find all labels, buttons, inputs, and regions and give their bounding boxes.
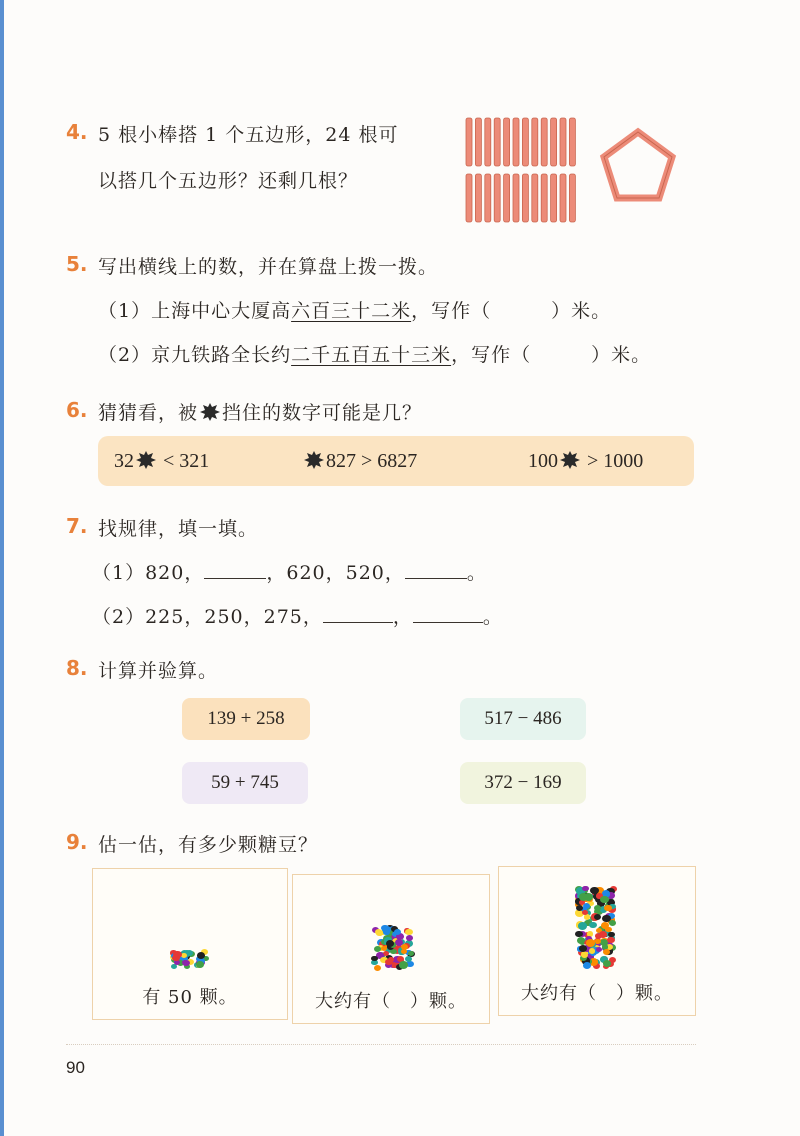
q8-expr-4: 372 − 169: [460, 762, 586, 804]
candy-bean: [399, 961, 408, 969]
q6-expr-1-after: < 321: [158, 450, 210, 472]
stick: [494, 174, 500, 222]
stick: [513, 118, 519, 166]
candy-bean: [577, 937, 586, 944]
candy-bean: [406, 935, 413, 941]
candy-bean: [376, 931, 382, 936]
candy-bean: [578, 922, 587, 930]
candy-bean: [594, 914, 601, 920]
q8-expr-2: 517 − 486: [460, 698, 586, 740]
jar-panel-2: [292, 874, 490, 1024]
stick: [560, 118, 566, 166]
stick: [541, 118, 547, 166]
q8-expr-1: 139 + 258: [182, 698, 310, 740]
stick: [560, 174, 566, 222]
candy-bean: [589, 948, 595, 953]
footer-divider: [66, 1044, 696, 1045]
candy-pile-tall: [575, 885, 617, 971]
answer-blank[interactable]: [204, 560, 266, 579]
stick: [513, 174, 519, 222]
stick: [485, 174, 491, 222]
q6-title-before: 猜猜看，被: [98, 402, 199, 424]
q6-expr-3-before: 100: [528, 450, 558, 472]
q7-row-1-part-b: ，620，520，: [266, 562, 405, 584]
q6-expr-1-before: 32: [114, 450, 134, 472]
stick: [569, 118, 575, 166]
q9-number: 9.: [66, 830, 88, 854]
stick: [475, 174, 481, 222]
q8-expr-3: 59 + 745: [182, 762, 308, 804]
candy-bean: [581, 952, 588, 958]
q7-number: 7.: [66, 514, 88, 538]
jar-panel-3-label: 大约有（ ）颗。: [521, 983, 673, 1004]
q5-item-1-prefix: （1）上海中心大厦高: [98, 300, 292, 322]
q7-row-2-part-a: （2）225，250，275，: [92, 606, 323, 628]
q7-row-2-part-b: ，: [392, 606, 413, 628]
stick: [551, 174, 557, 222]
candy-pile-medium: [371, 925, 415, 973]
q7-row-2-part-c: 。: [482, 606, 503, 628]
candy-bean: [582, 886, 589, 892]
q6-number: 6.: [66, 398, 88, 422]
q6-expr-2-after: 827 > 6827: [326, 450, 418, 472]
candy-pile-small: [169, 949, 209, 971]
stick: [504, 174, 510, 222]
q4-line2: 以搭几个五边形？还剩几根？: [98, 170, 359, 192]
jar-panel-1: [92, 868, 288, 1020]
candy-bean: [575, 931, 582, 937]
q6-title: [98, 398, 422, 425]
q6-expr-1: [114, 450, 209, 473]
q9-title: 估一估，有多少颗糖豆？: [98, 834, 319, 856]
candy-bean: [602, 915, 611, 922]
candy-bean: [586, 939, 595, 947]
ink-blot-icon: [303, 450, 325, 470]
q7-title: 找规律，填一填。: [98, 518, 259, 540]
q6-title-after: 挡住的数字可能是几？: [222, 402, 423, 424]
candy-bean: [381, 946, 387, 951]
answer-blank[interactable]: [413, 604, 483, 623]
ink-blot-icon: [199, 402, 221, 422]
stick: [569, 174, 575, 222]
candy-bean: [182, 960, 189, 966]
stick: [532, 174, 538, 222]
stick: [551, 118, 557, 166]
q7-row-1-part-c: 。: [466, 562, 487, 584]
stick: [504, 118, 510, 166]
jar-panel-2-label: 大约有（ ）颗。: [315, 991, 467, 1012]
stick: [532, 118, 538, 166]
jar-panel-1-label: 有 50 颗。: [142, 987, 238, 1008]
q6-expr-3: [528, 450, 643, 473]
q5-item-1-suffix: ，写作（ ）米。: [411, 300, 612, 322]
candy-bean: [579, 893, 588, 900]
sticks-illustration: [462, 114, 582, 226]
candy-bean: [601, 922, 609, 929]
candy-bean: [594, 905, 601, 911]
candy-bean: [181, 953, 187, 958]
stick: [541, 174, 547, 222]
q6-expr-3-after: > 1000: [582, 450, 644, 472]
q8-title: 计算并验算。: [98, 660, 219, 682]
candy-bean: [394, 929, 401, 935]
stick: [494, 118, 500, 166]
q8-number: 8.: [66, 656, 88, 680]
q5-item-2-underlined: 二千五百五十三米: [291, 344, 452, 366]
candy-bean: [599, 931, 607, 938]
stick: [522, 118, 528, 166]
left-margin-rule: [0, 0, 4, 1136]
answer-blank[interactable]: [323, 604, 393, 623]
candy-bean: [382, 926, 390, 933]
q5-item-1-underlined: 六百三十二米: [291, 300, 412, 322]
candy-bean: [196, 961, 204, 967]
ink-blot-icon: [559, 450, 581, 470]
jar-panel-3: [498, 866, 696, 1016]
answer-blank[interactable]: [405, 560, 467, 579]
stick: [522, 174, 528, 222]
q6-expr-2: [302, 450, 417, 473]
stick: [466, 174, 472, 222]
q5-title: 写出横线上的数，并在算盘上拨一拨。: [98, 256, 439, 278]
candy-bean: [583, 962, 591, 969]
stick: [475, 118, 481, 166]
q4-line1: 5 根小棒搭 1 个五边形，24 根可: [98, 124, 399, 146]
q7-row-1: [92, 558, 487, 585]
candy-bean: [603, 949, 610, 955]
candy-bean: [589, 922, 596, 928]
q5-item-2: [98, 340, 651, 367]
q5-item-2-prefix: （2）京九铁路全长约: [98, 344, 292, 366]
ink-blot-icon: [135, 450, 157, 470]
candy-bean: [197, 952, 205, 959]
pentagon-icon: [598, 126, 678, 206]
q5-number: 5.: [66, 252, 88, 276]
candy-bean: [596, 947, 602, 952]
candy-bean: [604, 905, 612, 911]
page-number: 90: [66, 1058, 85, 1077]
q7-row-1-part-a: （1）820，: [92, 562, 205, 584]
q4-number: 4.: [66, 120, 88, 144]
q7-row-2: [92, 602, 503, 629]
candy-bean: [607, 937, 614, 943]
stick: [485, 118, 491, 166]
q5-item-1: [98, 296, 611, 323]
candy-bean: [374, 965, 381, 971]
candy-bean: [172, 955, 180, 962]
q5-item-2-suffix: ，写作（ ）米。: [451, 344, 652, 366]
stick: [466, 118, 472, 166]
